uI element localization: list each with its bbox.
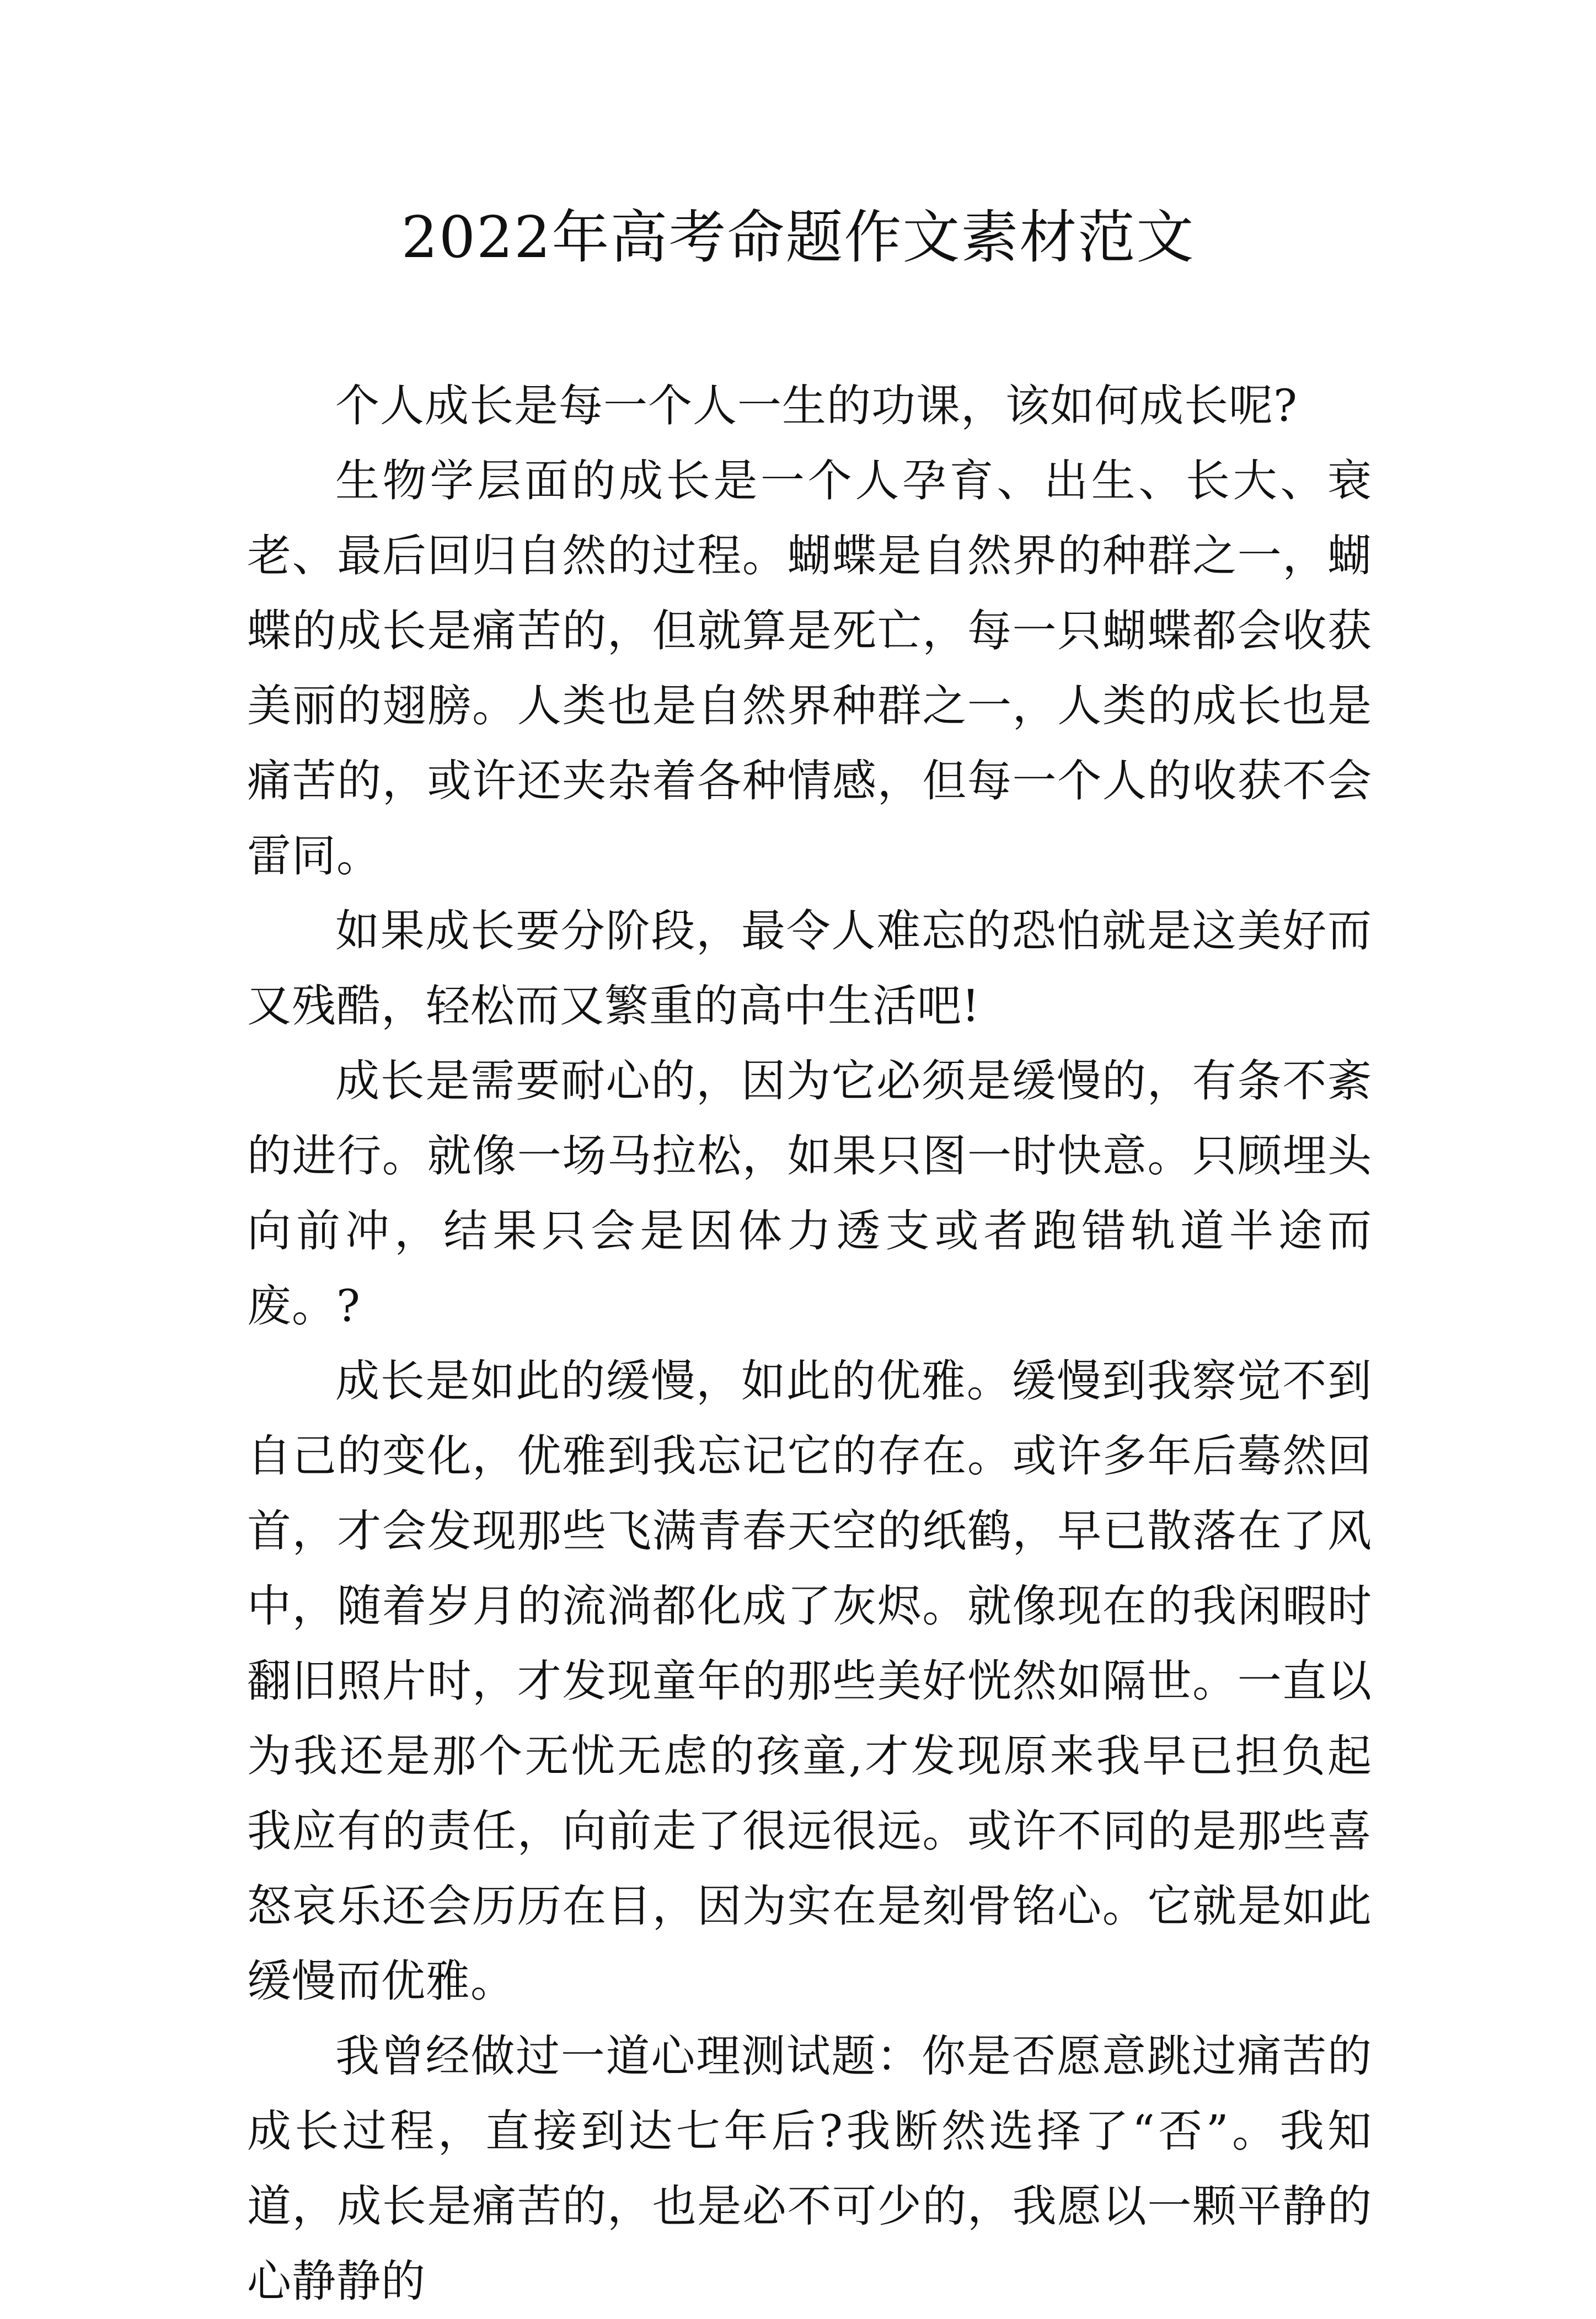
paragraph: 如果成长要分阶段，最令人难忘的恐怕就是这美好而又残酷，轻松而又繁重的高中生活吧! [247,905,1372,1032]
document-title: 2022年高考命题作文素材范文 [401,204,1195,271]
paragraph: 成长是如此的缓慢，如此的优雅。缓慢到我察觉不到自己的变化，优雅到我忘记它的存在。或许多年后蓦然回首，才会发现那些飞满青春天空的纸鹤，早已散落在了风中，随着岁月的流淌都化成了灰烬。就像现在的我闲暇时翻旧照片时，才发现童年的那些美好恍然如隔世。一直以为我还是那个无忧无虑的孩童,才发现原来我早已担负起我应有的责任，向前走了很远很远。或许不同的是那些喜怒哀乐还会历历在目，因为实在是刻骨铭心。它就是如此缓慢而优雅。 [247,1355,1372,2007]
paragraph: 个人成长是每一个人一生的功课，该如何成长呢? [335,380,1298,431]
document-body [247,368,1372,2319]
paragraph: 生物学层面的成长是一个人孕育、出生、长大、衰老、最后回归自然的过程。蝴蝶是自然界的种群之一，蝴蝶的成长是痛苦的，但就算是死亡，每一只蝴蝶都会收获美丽的翅膀。人类也是自然界种群之一，人类的成长也是痛苦的，或许还夹杂着各种情感，但每一个人的收获不会雷同。 [247,455,1372,881]
paragraph: 我曾经做过一道心理测试题：你是否愿意跳过痛苦的成长过程，直接到达七年后?我断然选择了“否”。我知道，成长是痛苦的，也是必不可少的，我愿以一颗平静的心静静的 [247,2031,1372,2307]
paragraph: 成长是需要耐心的，因为它必须是缓慢的，有条不紊的进行。就像一场马拉松，如果只图一时快意。只顾埋头向前冲，结果只会是因体力透支或者跑错轨道半途而废。? [247,1055,1372,1332]
